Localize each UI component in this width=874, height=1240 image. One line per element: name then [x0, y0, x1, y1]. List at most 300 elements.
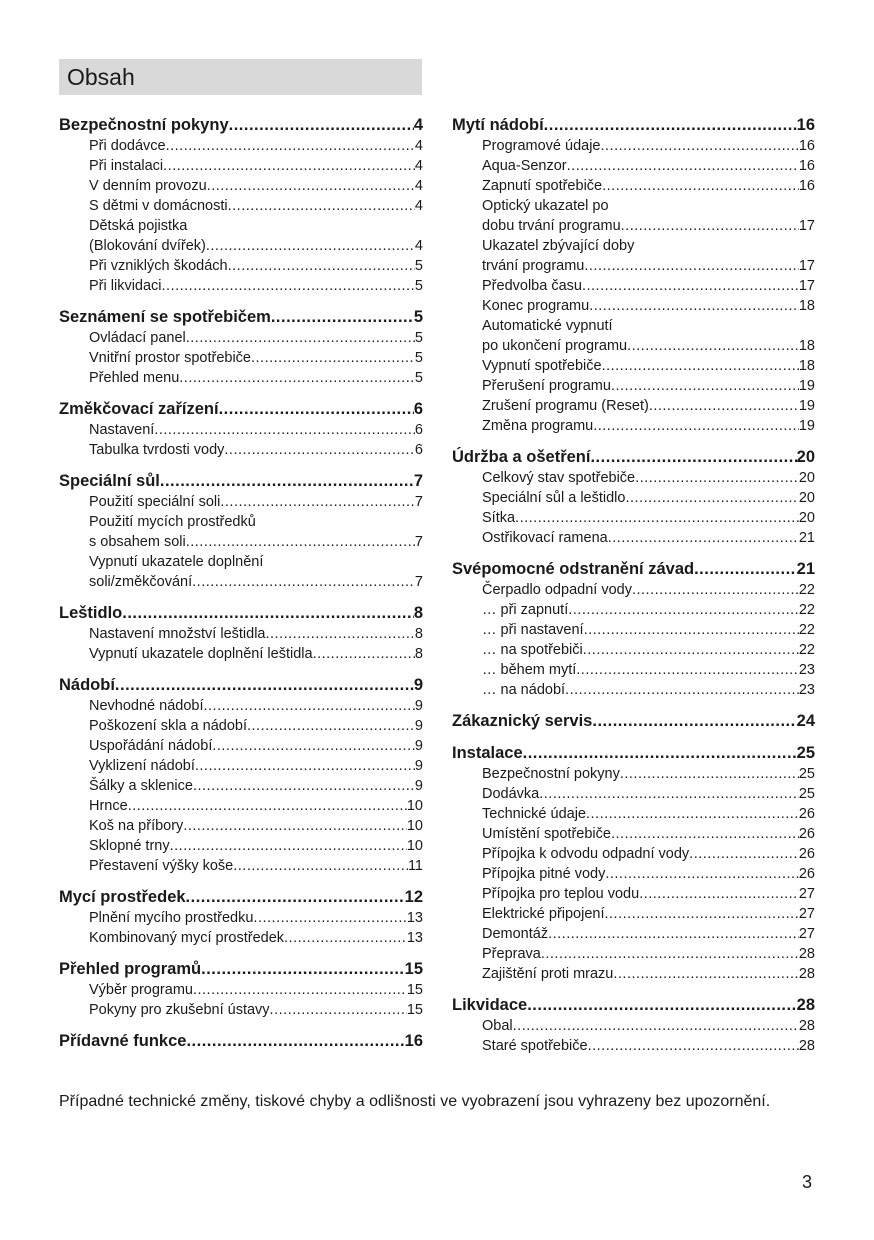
toc-entry[interactable] — [452, 176, 815, 196]
toc-section-heading-label: Seznámení se spotřebičem — [59, 308, 271, 326]
toc-section-heading-page: 16 — [796, 116, 815, 134]
toc-entry-page: 25 — [798, 766, 815, 782]
toc-entry[interactable] — [59, 816, 423, 836]
toc-left-column — [59, 110, 423, 1062]
dot-leader — [224, 440, 415, 460]
toc-entry-page: 23 — [798, 682, 815, 698]
toc-entry-page: 8 — [414, 626, 423, 642]
dot-leader — [220, 492, 415, 512]
toc-entry[interactable] — [452, 824, 815, 844]
toc-entry-label: Přehled menu — [89, 370, 180, 386]
toc-entry[interactable] — [59, 328, 423, 348]
dot-leader — [313, 644, 415, 664]
toc-entry[interactable] — [452, 1016, 815, 1036]
toc-section-heading-page: 6 — [413, 400, 423, 418]
dot-leader — [122, 602, 414, 624]
toc-entry[interactable] — [59, 136, 423, 156]
toc-section-heading-label: Změkčovací zařízení — [59, 400, 219, 418]
toc-entry[interactable] — [59, 756, 423, 776]
toc-entry-label: Vypnutí ukazatele doplnění leštidla — [89, 646, 313, 662]
dot-leader — [565, 680, 799, 700]
toc-entry-label: … během mytí — [482, 662, 577, 678]
toc-entry-page: 28 — [798, 966, 815, 982]
toc-entry-label: Vnitřní prostor spotřebiče — [89, 350, 251, 366]
toc-entry-page: 4 — [414, 158, 423, 174]
toc-entry-label: Přestavení výšky koše — [89, 858, 234, 874]
toc-section-heading-page: 21 — [796, 560, 815, 578]
toc-entry-page: 21 — [798, 530, 815, 546]
dot-leader — [541, 944, 799, 964]
toc-section-heading[interactable] — [452, 114, 815, 136]
toc-entry[interactable] — [59, 368, 423, 388]
dot-leader — [527, 994, 796, 1016]
toc-entry-page: 7 — [414, 574, 423, 590]
toc-entry-page: 20 — [798, 490, 815, 506]
toc-section — [452, 994, 815, 1056]
dot-leader — [576, 660, 799, 680]
toc-entry-page: 19 — [798, 418, 815, 434]
toc-entry-page: 6 — [414, 442, 423, 458]
toc-section-heading-page: 12 — [404, 888, 423, 906]
dot-leader — [193, 776, 415, 796]
toc-section-heading-page: 8 — [413, 604, 423, 622]
toc-entry[interactable] — [59, 644, 423, 664]
toc-entry-label: Sítka — [482, 510, 516, 526]
toc-entry[interactable] — [59, 492, 423, 512]
toc-section-heading[interactable] — [59, 1030, 423, 1052]
toc-entry[interactable] — [59, 716, 423, 736]
toc-entry-page: 17 — [798, 278, 815, 294]
toc-entry[interactable] — [59, 624, 423, 644]
toc-entry[interactable] — [452, 1036, 815, 1056]
toc-entry[interactable] — [59, 796, 423, 816]
dot-leader — [602, 176, 799, 196]
toc-section-heading-page: 28 — [796, 996, 815, 1014]
toc-section — [452, 114, 815, 436]
toc-entry-label: Umístění spotřebiče — [482, 826, 611, 842]
toc-entry-label: … na spotřebiči — [482, 642, 583, 658]
toc-entry-page: 4 — [414, 198, 423, 214]
toc-right-column — [452, 110, 815, 1066]
dot-leader — [186, 1030, 404, 1052]
toc-entry-label: Vyklizení nádobí — [89, 758, 195, 774]
dot-leader — [219, 398, 414, 420]
dot-leader — [605, 904, 799, 924]
toc-entry-page: 5 — [414, 350, 423, 366]
toc-section — [59, 674, 423, 876]
toc-section-heading-label: Mycí prostředek — [59, 888, 186, 906]
dot-leader — [632, 580, 799, 600]
toc-entry-label: dobu trvání programu — [482, 218, 621, 234]
toc-entry-label: Speciální sůl a leštidlo — [482, 490, 626, 506]
toc-entry-label: Obal — [482, 1018, 513, 1034]
dot-leader — [588, 1036, 799, 1056]
toc-entry-page: 17 — [798, 258, 815, 274]
toc-entry-page: 16 — [798, 178, 815, 194]
toc-entry[interactable] — [59, 532, 423, 552]
toc-entry-label: Celkový stav spotřebiče — [482, 470, 636, 486]
dot-leader — [620, 764, 799, 784]
toc-entry[interactable] — [452, 924, 815, 944]
dot-leader — [212, 736, 415, 756]
toc-section — [59, 470, 423, 592]
toc-entry[interactable] — [59, 176, 423, 196]
toc-entry-page: 9 — [414, 778, 423, 794]
dot-leader — [611, 376, 799, 396]
dot-leader — [170, 836, 407, 856]
toc-section — [59, 958, 423, 1020]
dot-leader — [621, 216, 799, 236]
toc-entry[interactable] — [452, 784, 815, 804]
dot-leader — [635, 468, 799, 488]
toc-entry[interactable] — [452, 296, 815, 316]
toc-entry-label: Poškození skla a nádobí — [89, 718, 247, 734]
toc-entry-label: Aqua-Senzor — [482, 158, 567, 174]
toc-entry-label: V denním provozu — [89, 178, 207, 194]
dot-leader — [592, 710, 796, 732]
toc-section — [59, 306, 423, 388]
toc-entry[interactable] — [452, 136, 815, 156]
toc-section-heading[interactable] — [452, 742, 815, 764]
toc-entry-page: 4 — [414, 138, 423, 154]
toc-entry-label: … při nastavení — [482, 622, 584, 638]
toc-entry-page: 18 — [798, 338, 815, 354]
toc-section-heading[interactable] — [59, 602, 423, 624]
toc-entry-line: Použití mycích prostředků — [89, 514, 256, 530]
toc-section-heading-page: 20 — [796, 448, 815, 466]
toc-entry-label: Technické údaje — [482, 806, 586, 822]
dot-leader — [206, 236, 415, 256]
dot-leader — [193, 980, 407, 1000]
toc-entry[interactable] — [452, 884, 815, 904]
toc-entry-page: 13 — [406, 930, 423, 946]
toc-entry-page: 16 — [798, 158, 815, 174]
toc-entry-page: 28 — [798, 1018, 815, 1034]
toc-entry-label: Kombinovaný mycí prostředek — [89, 930, 285, 946]
toc-section-heading-label: Údržba a ošetření — [452, 448, 591, 466]
toc-entry[interactable] — [59, 836, 423, 856]
dot-leader — [247, 716, 415, 736]
dot-leader — [207, 176, 415, 196]
toc-entry[interactable] — [452, 376, 815, 396]
toc-section-heading-label: Bezpečnostní pokyny — [59, 116, 229, 134]
toc-entry-label: Koš na příbory — [89, 818, 184, 834]
dot-leader — [204, 696, 415, 716]
toc-entry-page: 22 — [798, 622, 815, 638]
toc-section — [59, 886, 423, 948]
toc-entry-label: Přípojka pro teplou vodu — [482, 886, 640, 902]
toc-entry-page: 10 — [406, 818, 423, 834]
toc-section-heading[interactable] — [452, 710, 815, 732]
dot-leader — [613, 964, 799, 984]
toc-entry-page: 27 — [798, 926, 815, 942]
toc-entry-label: Uspořádání nádobí — [89, 738, 213, 754]
toc-entry-page: 4 — [414, 178, 423, 194]
toc-section-heading-page: 5 — [413, 308, 423, 326]
toc-section-heading-label: Přehled programů — [59, 960, 202, 978]
toc-entry[interactable] — [59, 776, 423, 796]
dot-leader — [233, 856, 408, 876]
dot-leader — [639, 884, 799, 904]
toc-entry-label: Konec programu — [482, 298, 590, 314]
dot-leader — [548, 924, 799, 944]
toc-entry-label: Vypnutí spotřebiče — [482, 358, 602, 374]
toc-entry[interactable] — [452, 600, 815, 620]
toc-entry[interactable] — [59, 1000, 423, 1020]
toc-entry[interactable] — [452, 468, 815, 488]
toc-entry[interactable] — [452, 640, 815, 660]
toc-section — [59, 602, 423, 664]
toc-entry-label: Hrnce — [89, 798, 128, 814]
toc-entry-label: Přípojka k odvodu odpadní vody — [482, 846, 690, 862]
dot-leader — [201, 958, 405, 980]
toc-entry[interactable] — [59, 908, 423, 928]
dot-leader — [584, 256, 799, 276]
toc-entry[interactable] — [452, 864, 815, 884]
toc-entry-label: … při zapnutí — [482, 602, 569, 618]
toc-entry-page: 17 — [798, 218, 815, 234]
toc-entry-label: Staré spotřebiče — [482, 1038, 588, 1054]
toc-entry-label: … na nádobí — [482, 682, 566, 698]
toc-section-heading-label: Speciální sůl — [59, 472, 160, 490]
dot-leader — [694, 558, 797, 580]
toc-entry-page: 20 — [798, 510, 815, 526]
dot-leader — [611, 824, 799, 844]
toc-entry-label: Nevhodné nádobí — [89, 698, 204, 714]
toc-section-heading[interactable] — [59, 398, 423, 420]
toc-section — [452, 558, 815, 700]
toc-entry-label: Změna programu — [482, 418, 594, 434]
toc-entry-page: 5 — [414, 330, 423, 346]
toc-entry[interactable] — [452, 944, 815, 964]
toc-entry[interactable] — [452, 216, 815, 236]
toc-entry[interactable] — [452, 156, 815, 176]
toc-entry[interactable] — [59, 276, 423, 296]
toc-section-heading[interactable] — [59, 958, 423, 980]
toc-entry-label: Dodávka — [482, 786, 540, 802]
toc-section — [59, 398, 423, 460]
dot-leader — [649, 396, 799, 416]
dot-leader — [192, 572, 415, 592]
toc-entry-label: s obsahem soli — [89, 534, 186, 550]
dot-leader — [602, 356, 799, 376]
toc-title: Obsah — [67, 64, 135, 90]
toc-section — [59, 114, 423, 296]
dot-leader — [186, 328, 415, 348]
toc-entry[interactable] — [452, 964, 815, 984]
toc-title-box — [59, 59, 422, 95]
toc-entry[interactable] — [59, 572, 423, 592]
toc-entry-page: 9 — [414, 738, 423, 754]
dot-leader — [608, 528, 799, 548]
toc-entry-page: 13 — [406, 910, 423, 926]
toc-entry[interactable] — [452, 764, 815, 784]
toc-section-heading-page: 24 — [796, 712, 815, 730]
toc-section-heading-page: 16 — [404, 1032, 423, 1050]
toc-entry-page: 15 — [406, 1002, 423, 1018]
toc-entry-label: Přerušení programu — [482, 378, 611, 394]
toc-entry-label: po ukončení programu — [482, 338, 628, 354]
toc-section-heading-label: Přídavné funkce — [59, 1032, 187, 1050]
toc-section — [452, 742, 815, 984]
toc-entry-page: 9 — [414, 698, 423, 714]
toc-section-heading[interactable] — [59, 674, 423, 696]
toc-entry[interactable] — [452, 620, 815, 640]
disclaimer-text: Případné technické změny, tiskové chyby a odlišnosti ve vyobrazení jsou vyhrazeny bez upozornění. — [59, 1093, 771, 1110]
toc-entry-page: 5 — [414, 278, 423, 294]
toc-entry-page: 16 — [798, 138, 815, 154]
dot-leader — [590, 446, 796, 468]
toc-entry-label: Zapnutí spotřebiče — [482, 178, 603, 194]
dot-leader — [266, 624, 415, 644]
toc-entry[interactable] — [452, 416, 815, 436]
toc-entry-page: 9 — [414, 718, 423, 734]
toc-entry-page: 28 — [798, 1038, 815, 1054]
toc-entry[interactable] — [452, 256, 815, 276]
toc-entry[interactable] — [452, 488, 815, 508]
toc-section-heading[interactable] — [452, 446, 815, 468]
toc-entry[interactable] — [59, 256, 423, 276]
toc-section-heading-label: Likvidace — [452, 996, 528, 1014]
toc-entry[interactable] — [452, 508, 815, 528]
toc-section-heading-page: 4 — [413, 116, 423, 134]
dot-leader — [228, 196, 415, 216]
toc-entry-label: Ovládací panel — [89, 330, 186, 346]
toc-entry[interactable] — [452, 680, 815, 700]
toc-section-heading-page: 15 — [404, 960, 423, 978]
toc-entry-page: 4 — [414, 238, 423, 254]
dot-leader — [568, 600, 799, 620]
toc-entry[interactable] — [452, 804, 815, 824]
toc-entry-page: 26 — [798, 806, 815, 822]
dot-leader — [186, 886, 405, 908]
toc-entry[interactable] — [452, 356, 815, 376]
toc-entry[interactable] — [452, 528, 815, 548]
toc-section-heading[interactable] — [59, 306, 423, 328]
toc-entry[interactable] — [59, 928, 423, 948]
toc-entry[interactable] — [59, 440, 423, 460]
dot-leader — [582, 276, 799, 296]
toc-entry-line: Optický ukazatel po — [482, 198, 609, 214]
toc-entry-label: Čerpadlo odpadní vody — [482, 582, 632, 598]
toc-entry-label: (Blokování dvířek) — [89, 238, 206, 254]
toc-entry-page: 11 — [407, 858, 423, 874]
toc-entry-page: 10 — [406, 838, 423, 854]
toc-entry-label: Demontáž — [482, 926, 549, 942]
dot-leader — [183, 816, 407, 836]
toc-entry-page: 6 — [414, 422, 423, 438]
toc-entry[interactable] — [59, 696, 423, 716]
toc-entry-label: Předvolba času — [482, 278, 582, 294]
toc-entry[interactable] — [59, 420, 423, 440]
toc-entry[interactable] — [59, 236, 423, 256]
toc-section-heading[interactable] — [452, 994, 815, 1016]
toc-entry-page: 22 — [798, 642, 815, 658]
dot-leader — [163, 156, 415, 176]
toc-entry-page: 9 — [414, 758, 423, 774]
toc-entry[interactable] — [59, 856, 423, 876]
dot-leader — [539, 784, 799, 804]
toc-entry[interactable] — [59, 348, 423, 368]
toc-entry[interactable] — [59, 196, 423, 216]
toc-entry-label: Použití speciální soli — [89, 494, 221, 510]
toc-entry-label: Nastavení množství leštidla — [89, 626, 266, 642]
dot-leader — [627, 336, 799, 356]
toc-section-heading[interactable] — [59, 886, 423, 908]
toc-entry-label: soli/změkčování — [89, 574, 193, 590]
toc-entry[interactable] — [452, 396, 815, 416]
dot-leader — [253, 908, 406, 928]
toc-section-heading-page: 9 — [413, 676, 423, 694]
dot-leader — [160, 470, 414, 492]
toc-entry-label: Šálky a sklenice — [89, 778, 193, 794]
dot-leader — [625, 488, 798, 508]
toc-entry-label: Bezpečnostní pokyny — [482, 766, 620, 782]
toc-entry[interactable] — [452, 336, 815, 356]
toc-section-heading[interactable] — [452, 558, 815, 580]
toc-entry[interactable] — [59, 156, 423, 176]
dot-leader — [567, 156, 799, 176]
toc-entry-label: Při likvidaci — [89, 278, 162, 294]
toc-entry[interactable] — [59, 980, 423, 1000]
toc-entry-page: 26 — [798, 866, 815, 882]
toc-entry-page: 28 — [798, 946, 815, 962]
dot-leader — [270, 1000, 407, 1020]
dot-leader — [179, 368, 415, 388]
dot-leader — [589, 296, 799, 316]
toc-entry-label: Při dodávce — [89, 138, 166, 154]
toc-entry-line: Dětská pojistka — [89, 218, 188, 234]
toc-entry-label: Pokyny pro zkušební ústavy — [89, 1002, 270, 1018]
toc-section — [59, 1030, 423, 1052]
dot-leader — [271, 306, 414, 328]
toc-entry-page: 26 — [798, 846, 815, 862]
toc-entry-label: Při vzniklých škodách — [89, 258, 228, 274]
toc-entry-label: Zajištění proti mrazu — [482, 966, 614, 982]
toc-section-heading[interactable] — [59, 470, 423, 492]
toc-entry-label: Tabulka tvrdosti vody — [89, 442, 225, 458]
dot-leader — [251, 348, 415, 368]
toc-entry[interactable] — [59, 736, 423, 756]
toc-entry[interactable] — [452, 904, 815, 924]
toc-section-heading[interactable] — [59, 114, 423, 136]
toc-entry-page: 18 — [798, 358, 815, 374]
toc-entry-label: trvání programu — [482, 258, 585, 274]
dot-leader — [166, 136, 415, 156]
toc-entry-line: Ukazatel zbývající doby — [482, 238, 635, 254]
toc-section — [452, 710, 815, 732]
dot-leader — [583, 640, 799, 660]
toc-entry-label: Ostřikovací ramena — [482, 530, 608, 546]
toc-section-heading-label: Instalace — [452, 744, 523, 762]
toc-section-heading-label: Leštidlo — [59, 604, 123, 622]
toc-entry[interactable] — [452, 580, 815, 600]
toc-entry-line: Vypnutí ukazatele doplnění — [89, 554, 264, 570]
toc-entry-label: Programové údaje — [482, 138, 601, 154]
dot-leader — [593, 416, 799, 436]
toc-entry[interactable] — [452, 276, 815, 296]
toc-entry[interactable] — [452, 844, 815, 864]
dot-leader — [229, 114, 414, 136]
toc-section — [452, 446, 815, 548]
toc-entry[interactable] — [452, 660, 815, 680]
dot-leader — [523, 742, 797, 764]
toc-entry-label: Sklopné trny — [89, 838, 170, 854]
toc-section-heading-page: 7 — [413, 472, 423, 490]
toc-section-heading-label: Mytí nádobí — [452, 116, 544, 134]
toc-entry-page: 23 — [798, 662, 815, 678]
toc-section-heading-label: Zákaznický servis — [452, 712, 593, 730]
